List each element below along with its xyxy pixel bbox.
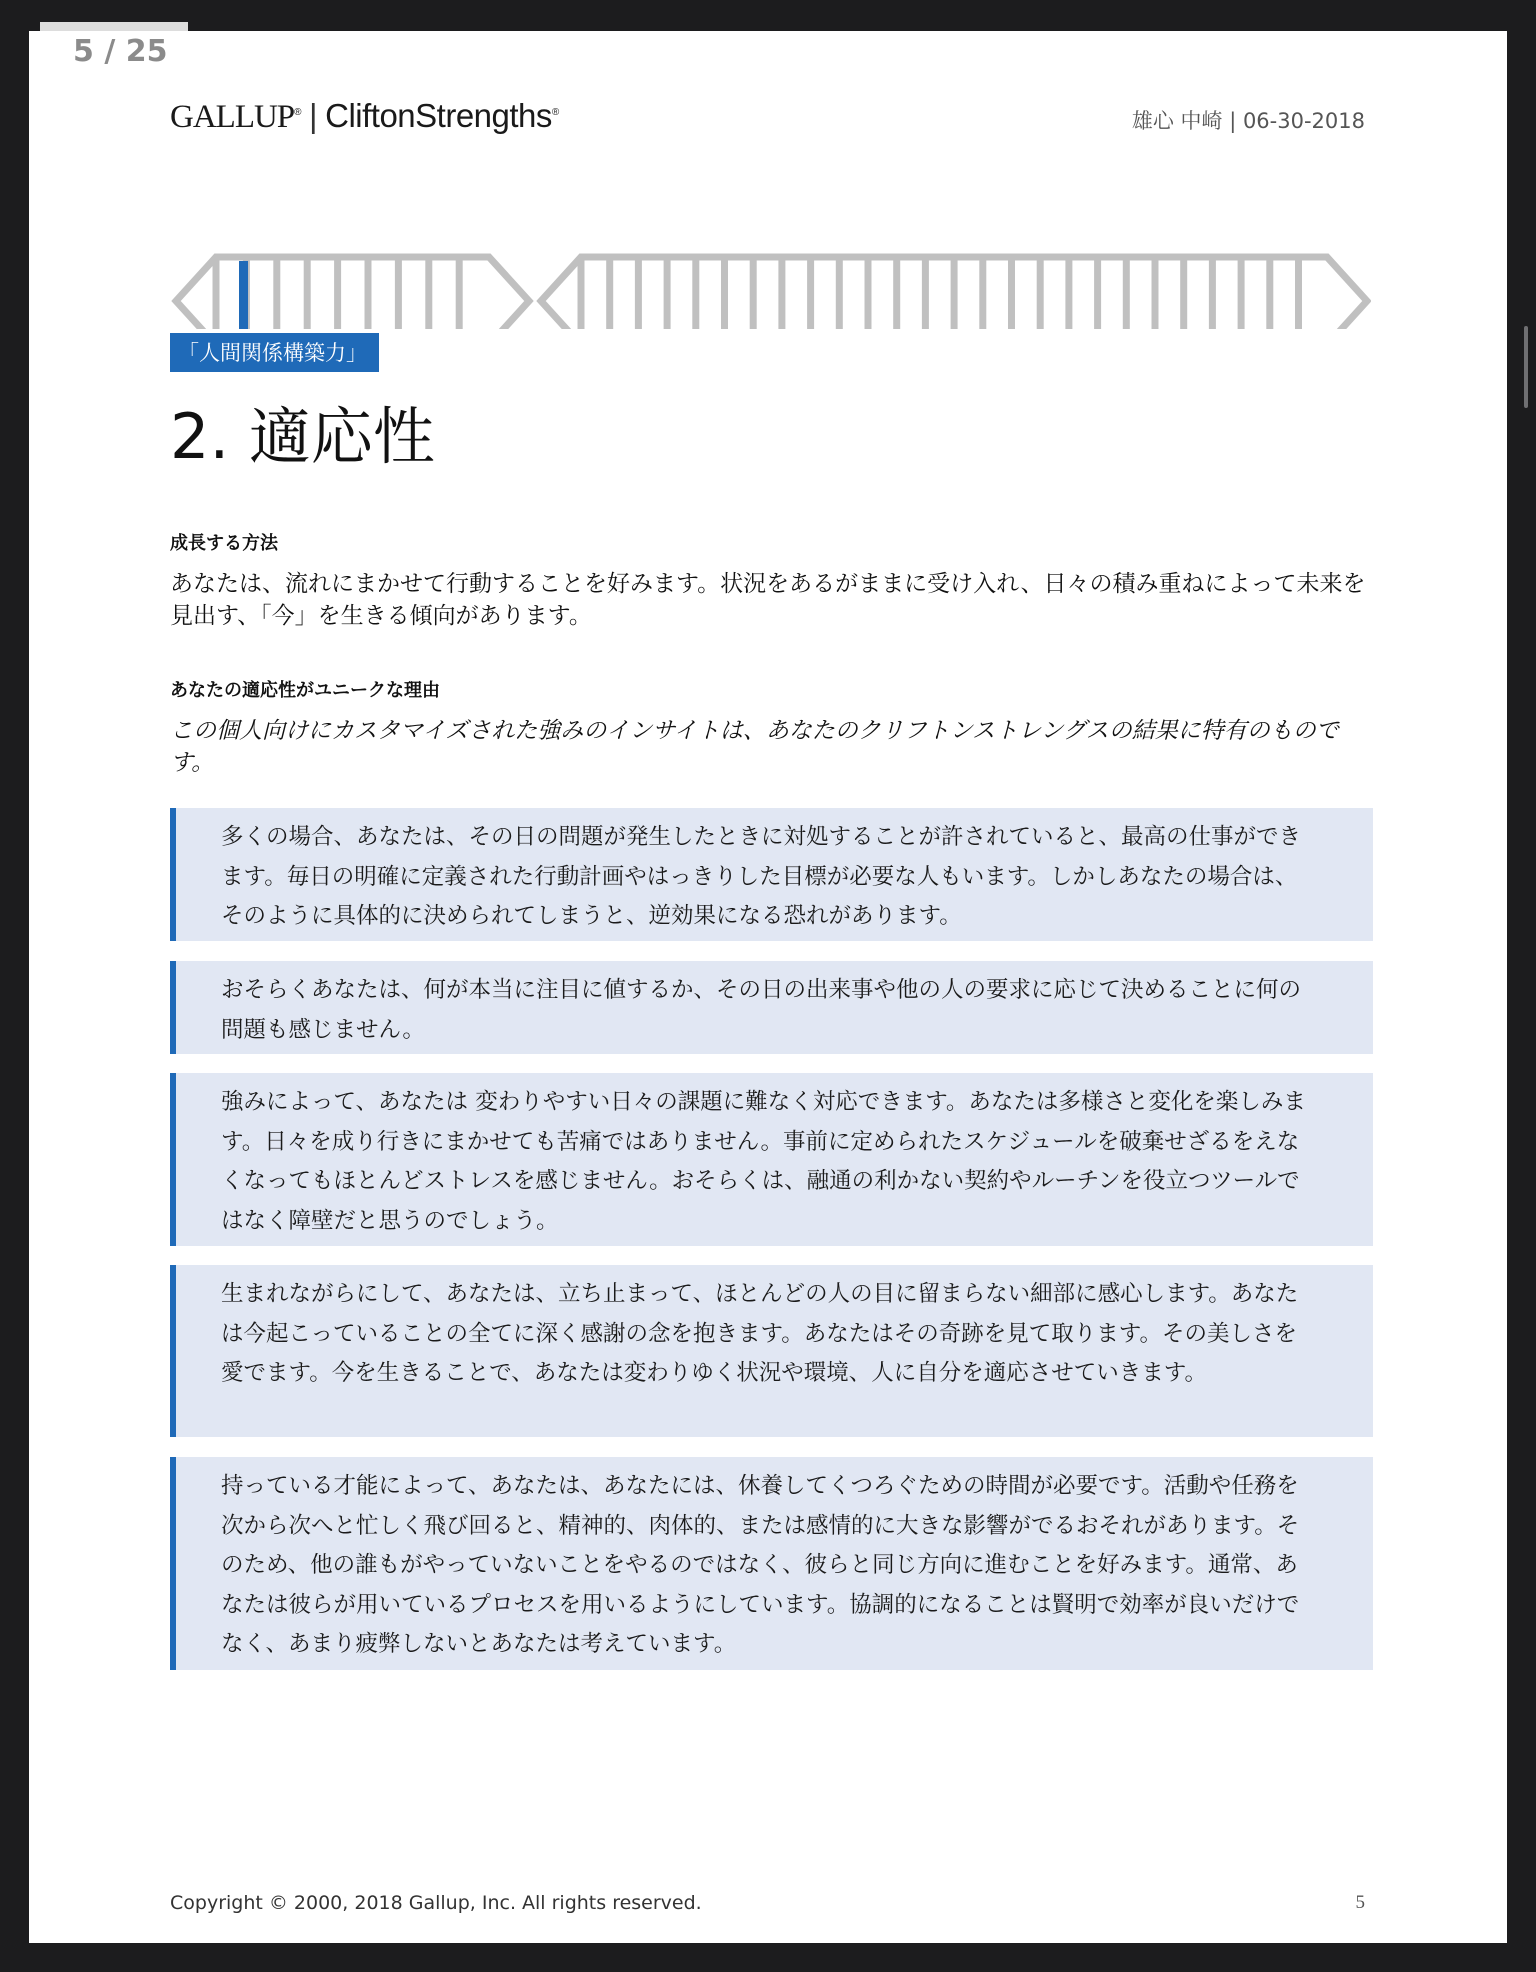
section-label-unique: あなたの適応性がユニークな理由 [170, 680, 440, 701]
insight-block: 生まれながらにして、あなたは、立ち止まって、ほとんどの人の目に留まらない細部に感心します。あなたは今起こっていることの全てに深く感謝の念を抱きます。あなたはその奇跡を見て取ります。その美しさを愛でます。今を生きることで、あなたは変わりゆく状況や環境、人に自分を適応させていきます。 [170, 1265, 1373, 1437]
gallup-wordmark: GALLUP [170, 99, 295, 135]
scrollbar-thumb[interactable] [1524, 326, 1528, 408]
insight-block: 多くの場合、あなたは、その日の問題が発生したときに対処することが許されていると、最高の仕事ができます。毎日の明確に定義された行動計画やはっきりした目標が必要な人もいます。しかしあなたの場合は、そのように具体的に決められてしまうと、逆効果になる恐れがあります。 [170, 808, 1373, 941]
page-number: 5 [1355, 1892, 1365, 1913]
user-name-and-date: 雄心 中崎 | 06-30-2018 [1131, 109, 1365, 133]
section-label-growth: 成長する方法 [170, 533, 278, 554]
document-page [29, 31, 1507, 1943]
copyright-text: Copyright © 2000, 2018 Gallup, Inc. All rights reserved. [170, 1892, 702, 1914]
gallup-cliftonstrengths-logo: GALLUP® | CliftonStrengths® [170, 97, 559, 135]
page-counter: 5 / 25 [40, 22, 188, 88]
theme-strand-graphic [171, 219, 1371, 329]
cliftonstrengths-wordmark: CliftonStrengths [325, 97, 552, 134]
insight-block: 持っている才能によって、あなたは、あなたには、休養してくつろぐための時間が必要です。活動や任務を次から次へと忙しく飛び回ると、精神的、肉体的、または感情的に大きな影響がでるおそれがあります。そのため、他の誰もがやっていないことをやるのではなく、彼らと同じ方向に進むことを好みます。通常、あなたは彼らが用いているプロセスを用いるようにしています。協調的になることは賢明で効率が良いだけでなく、あまり疲弊しないとあなたは考えています。 [170, 1457, 1373, 1670]
page-title: 2. 適応性 [170, 400, 435, 473]
insight-block: おそらくあなたは、何が本当に注目に値するか、その日の出来事や他の人の要求に応じて決めることに何の問題も感じません。 [170, 961, 1373, 1054]
section-text-unique: この個人向けにカスタマイズされた強みのインサイトは、あなたのクリフトンストレングスの結果に特有のものです。 [170, 718, 1339, 776]
theme-rank-highlight [239, 261, 248, 329]
section-text-growth: あなたは、流れにまかせて行動することを好みます。状況をあるがままに受け入れ、日々の積み重ねによって未来を見出す、「今」を生きる傾向があります。 [170, 571, 1366, 629]
insight-block: 強みによって、あなたは 変わりやすい日々の課題に難なく対応できます。あなたは多様さと変化を楽しみます。日々を成り行きにまかせても苦痛ではありません。事前に定められたスケジュールを破棄せざるをえなくなってもほとんどストレスを感じません。おそらくは、融通の利かない契約やルーチンを役立つツールではなく障壁だと思うのでしょう。 [170, 1073, 1373, 1246]
category-tag: 「人間関係構築力」 [170, 333, 379, 372]
